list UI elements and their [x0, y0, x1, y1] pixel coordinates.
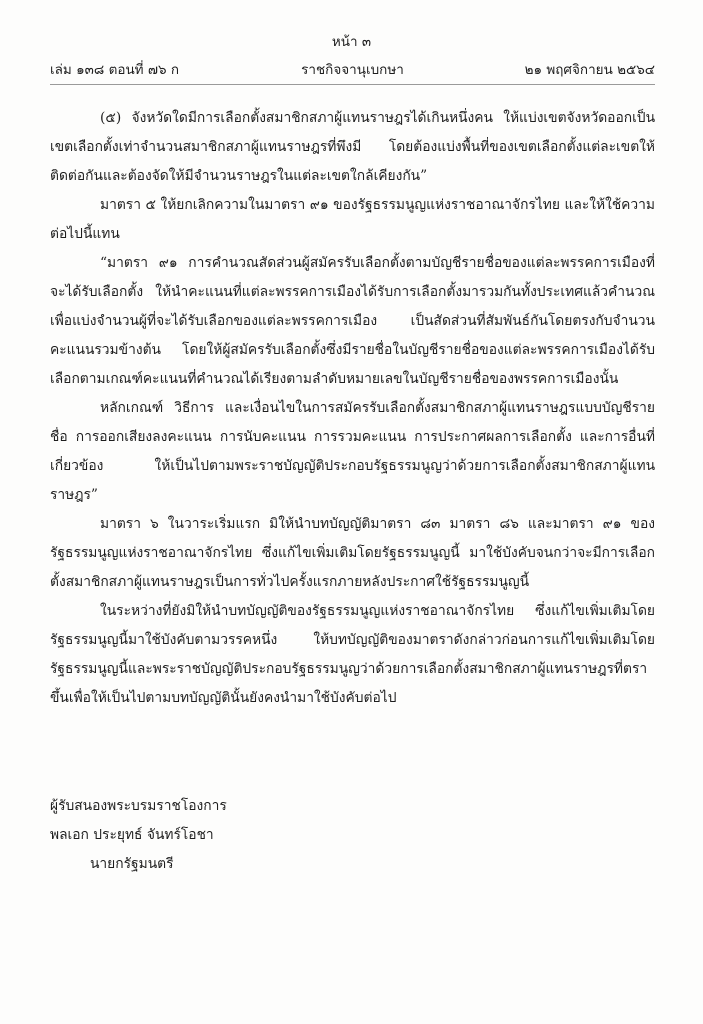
running-header — [50, 60, 655, 80]
issue-number: เล่ม ๑๓๘ ตอนที่ ๗๖ ก — [50, 62, 180, 78]
signatory-title: นายกรัฐมนตรี — [90, 856, 174, 872]
paragraph-clause-5: (๕) จังหวัดใดมีการเลือกตั้งสมาชิกสภาผู้แทนราษฎรได้เกินหนึ่งคน ให้แบ่งเขตจังหวัดออกเป็นเขตเลือกตั้งเท่าจำนวนสมาชิกสภาผู้แทนราษฎรที่พึงมี โดยต้องแบ่งพื้นที่ของเขตเลือกตั้งแต่ละเขตให้ติดต่อกันและต้องจัดให้มีจำนวนราษฎรในแต่ละเขตใกล้เคียงกัน” — [50, 110, 655, 184]
signatory-name: พลเอก ประยุทธ์ จันทร์โอชา — [50, 827, 214, 843]
gazette-title: ราชกิจจานุเบกษา — [301, 62, 404, 78]
page-number: หน้า ๓ — [331, 34, 372, 50]
document-body — [50, 104, 655, 713]
signature-block — [50, 792, 450, 879]
paragraph-interim: ในระหว่างที่ยังมิให้นำบทบัญญัติของรัฐธรรมนูญแห่งราชอาณาจักรไทย ซึ่งแก้ไขเพิ่มเติมโดยรัฐธรรมนูญนี้มาใช้บังคับตามวรรคหนึ่ง ให้บทบัญญัติของมาตราดังกล่าวก่อนการแก้ไขเพิ่มเติมโดยรัฐธรรมนูญนี้และพระราชบัญญัติประกอบรัฐธรรมนูญว่าด้วยการเลือกตั้งสมาชิกสภาผู้แทนราษฎรที่ตราขึ้นเพื่อให้เป็นไปตามบทบัญญัตินั้นยังคงนำมาใช้บังคับต่อไป — [50, 603, 655, 706]
paragraph-section-6: มาตรา ๖ ในวาระเริ่มแรก มิให้นำบทบัญญัติมาตรา ๘๓ มาตรา ๘๖ และมาตรา ๙๑ ของรัฐธรรมนูญแห่งราชอาณาจักรไทย ซึ่งแก้ไขเพิ่มเติมโดยรัฐธรรมนูญนี้ มาใช้บังคับจนกว่าจะมีการเลือกตั้งสมาชิกสภาผู้แทนราษฎรเป็นการทั่วไปครั้งแรกภายหลังประกาศใช้รัฐธรรมนูญนี้ — [50, 516, 655, 590]
paragraph-section-5: มาตรา ๕ ให้ยกเลิกความในมาตรา ๙๑ ของรัฐธรรมนูญแห่งราชอาณาจักรไทย และให้ใช้ความต่อไปนี้แทน — [50, 197, 655, 242]
paragraph-section-91: “มาตรา ๙๑ การคำนวณสัดส่วนผู้สมัครรับเลือกตั้งตามบัญชีรายชื่อของแต่ละพรรคการเมืองที่จะได้รับเลือกตั้ง ให้นำคะแนนที่แต่ละพรรคการเมืองได้รับการเลือกตั้งมารวมกันทั้งประเทศแล้วคำนวณเพื่อแบ่งจำนวนผู้ที่จะได้รับเลือกของแต่ละพรรคการเมือง เป็นสัดส่วนที่สัมพันธ์กันโดยตรงกับจำนวนคะแนนรวมข้างต้น โดยให้ผู้สมัครรับเลือกตั้งซึ่งมีรายชื่อในบัญชีรายชื่อของแต่ละพรรคการเมืองได้รับเลือกตามเกณฑ์คะแนนที่คำนวณได้เรียงตามลำดับหมายเลขในบัญชีรายชื่อของพรรคการเมืองนั้น — [50, 255, 655, 387]
header-divider — [50, 84, 655, 85]
paragraph-criteria: หลักเกณฑ์ วิธีการ และเงื่อนไขในการสมัครรับเลือกตั้งสมาชิกสภาผู้แทนราษฎรแบบบัญชีรายชื่อ การออกเสียงลงคะแนน การนับคะแนน การรวมคะแนน การประกาศผลการเลือกตั้ง และการอื่นที่เกี่ยวข้อง ให้เป็นไปตามพระราชบัญญัติประกอบรัฐธรรมนูญว่าด้วยการเลือกตั้งสมาชิกสภาผู้แทนราษฎร” — [50, 400, 655, 503]
publication-date: ๒๑ พฤศจิกายน ๒๕๖๔ — [524, 62, 655, 78]
countersign-label: ผู้รับสนองพระบรมราชโองการ — [50, 798, 227, 814]
